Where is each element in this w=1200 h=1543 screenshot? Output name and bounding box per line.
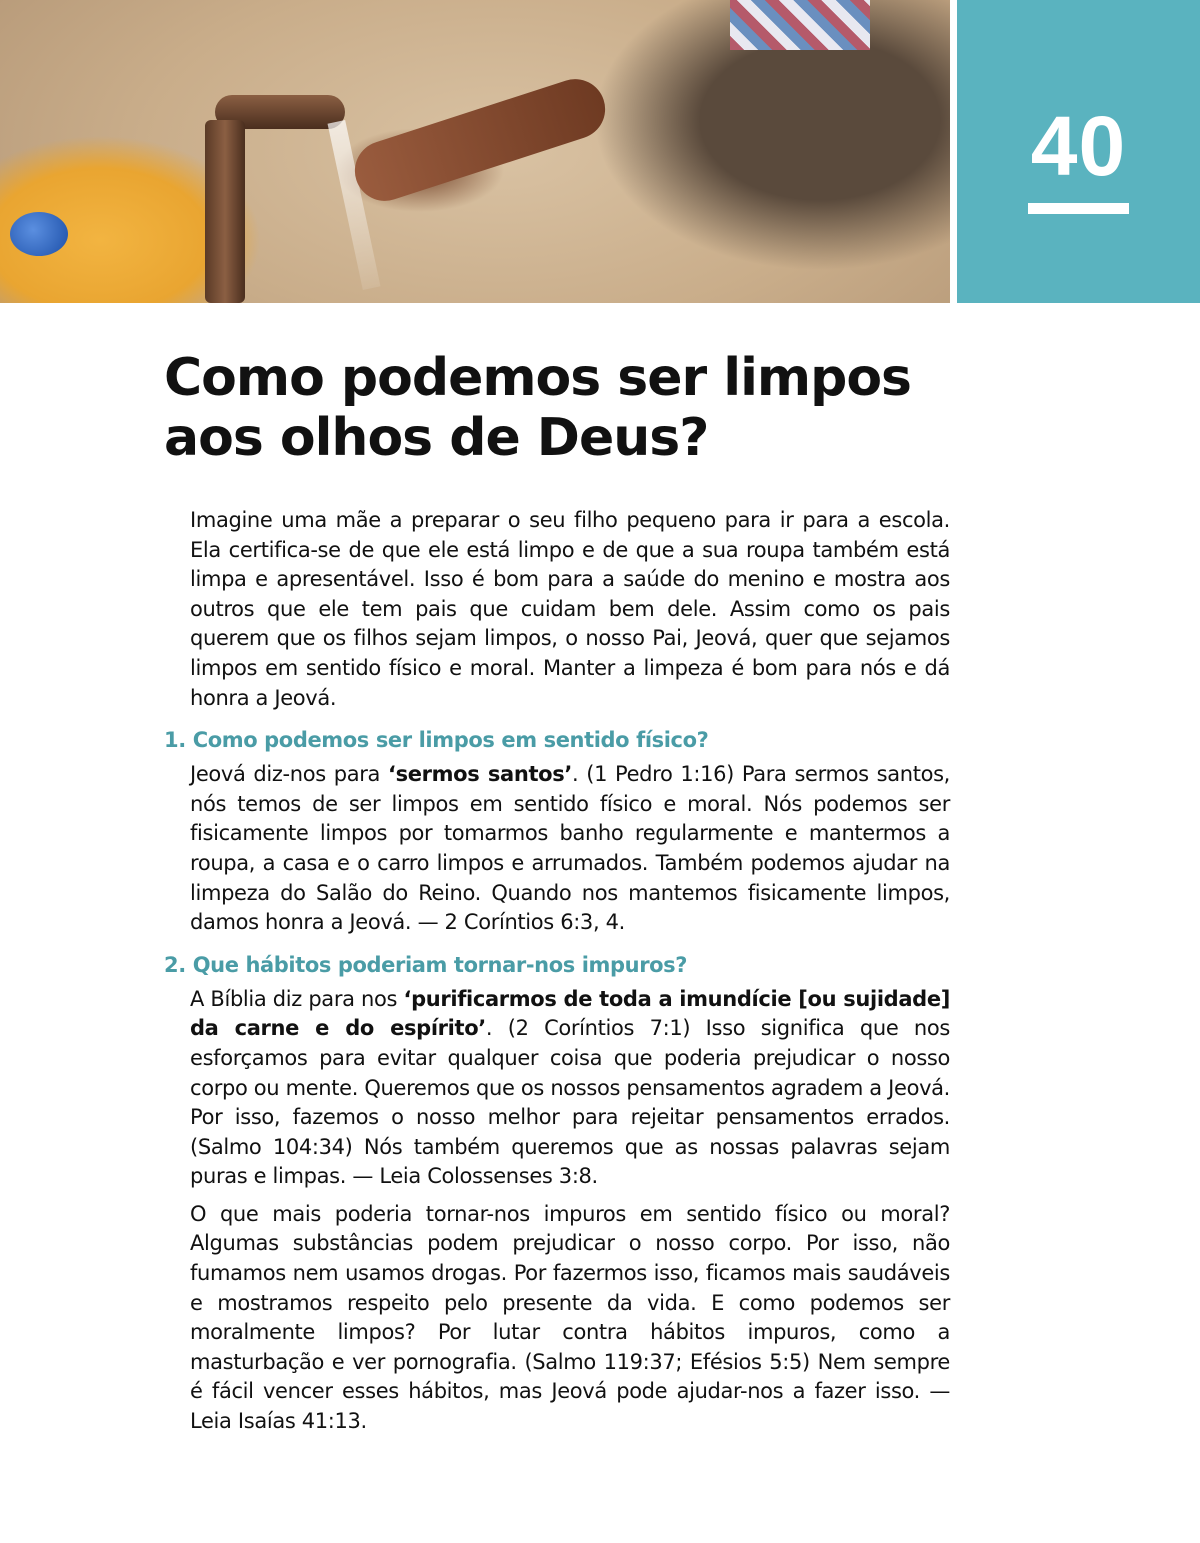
text-run: A Bíblia diz para nos <box>190 986 404 1011</box>
lesson-number: 40 <box>1030 99 1127 193</box>
page-title <box>164 348 944 468</box>
paragraph <box>190 506 950 713</box>
scripture-quote: ‘sermos santos’ <box>387 762 573 787</box>
scripture-quote: ‘purificarmos de toda a imundície [ou sujidade] da carne e do espírito’ <box>190 986 950 1041</box>
text-run: O que mais poderia tornar-nos impuros em sentido físico ou moral? Algumas substâncias podem prejudicar o nosso corpo. Por isso, não fumamos nem usamos drogas. Por fazermos isso, ficamos mais saudáveis e mostramos respeito pelo presente da vida. E como podemos ser moralmente limpos? Por lutar contra hábitos impuros, como a masturbação e ver pornografia. (Salmo 119:37; Efésios 5:5) Nem sempre é fácil vencer esses hábitos, mas Jeová pode ajudar-nos a fazer isso. — Leia Isaías 41:13. <box>190 1201 950 1434</box>
tap-pipe <box>205 120 245 303</box>
lesson-number-box <box>957 0 1200 303</box>
paragraph <box>190 985 950 1192</box>
section-heading: 1. Como podemos ser limpos em sentido físico? <box>164 728 709 753</box>
text-run: . (1 Pedro 1:16) Para sermos santos, nós temos de ser limpos em sentido físico e moral. Nós podemos ser fisicamente limpos por tomarmos banho regularmente e mantermos a roupa, a casa e o carro limpos e arrumados. Também podemos ajudar na limpeza do Salão do Reino. Quando nos mantemos fisicamente limpos, damos honra a Jeová. — 2 Coríntios 6:3, 4. <box>190 762 950 935</box>
section-heading: 2. Que hábitos poderiam tornar-nos impuros? <box>164 952 688 977</box>
arm <box>347 71 613 208</box>
text-run: Imagine uma mãe a preparar o seu filho pequeno para ir para a escola. Ela certifica-se de que ele está limpo e de que a sua roupa também está limpa e apresentável. Isso é bom para a saúde do menino e mostra aos outros que ele tem pais que cuidam bem dele. Assim como os pais querem que os filhos sejam limpos, o nosso Pai, Jeová, quer que sejamos limpos em sentido físico e moral. Manter a limpeza é bom para nós e dá honra a Jeová. <box>190 508 950 710</box>
lesson-number-underline <box>1028 203 1129 214</box>
jerrycan-cap <box>10 212 68 256</box>
paragraph <box>190 1200 950 1437</box>
text-run: Jeová diz-nos para <box>190 762 388 787</box>
text-run: . (2 Coríntios 7:1) Isso significa que nos esforçamos para evitar qualquer coisa que poderia prejudicar o nosso corpo ou mente. Queremos que os nossos pensamentos agradem a Jeová. Por isso, fazemos o nosso melhor para rejeitar pensamentos errados. (Salmo 104:34) Nós também queremos que as nossas palavras sejam puras e limpas. — Leia Colossenses 3:8. <box>190 1016 950 1189</box>
hand-washing-photo <box>0 0 950 303</box>
shirt <box>730 0 870 50</box>
paragraph <box>190 760 950 938</box>
title-line-2: aos olhos de Deus? <box>164 408 709 468</box>
lesson-content <box>164 506 950 1445</box>
title-line-1: Como podemos ser limpos <box>164 348 911 408</box>
